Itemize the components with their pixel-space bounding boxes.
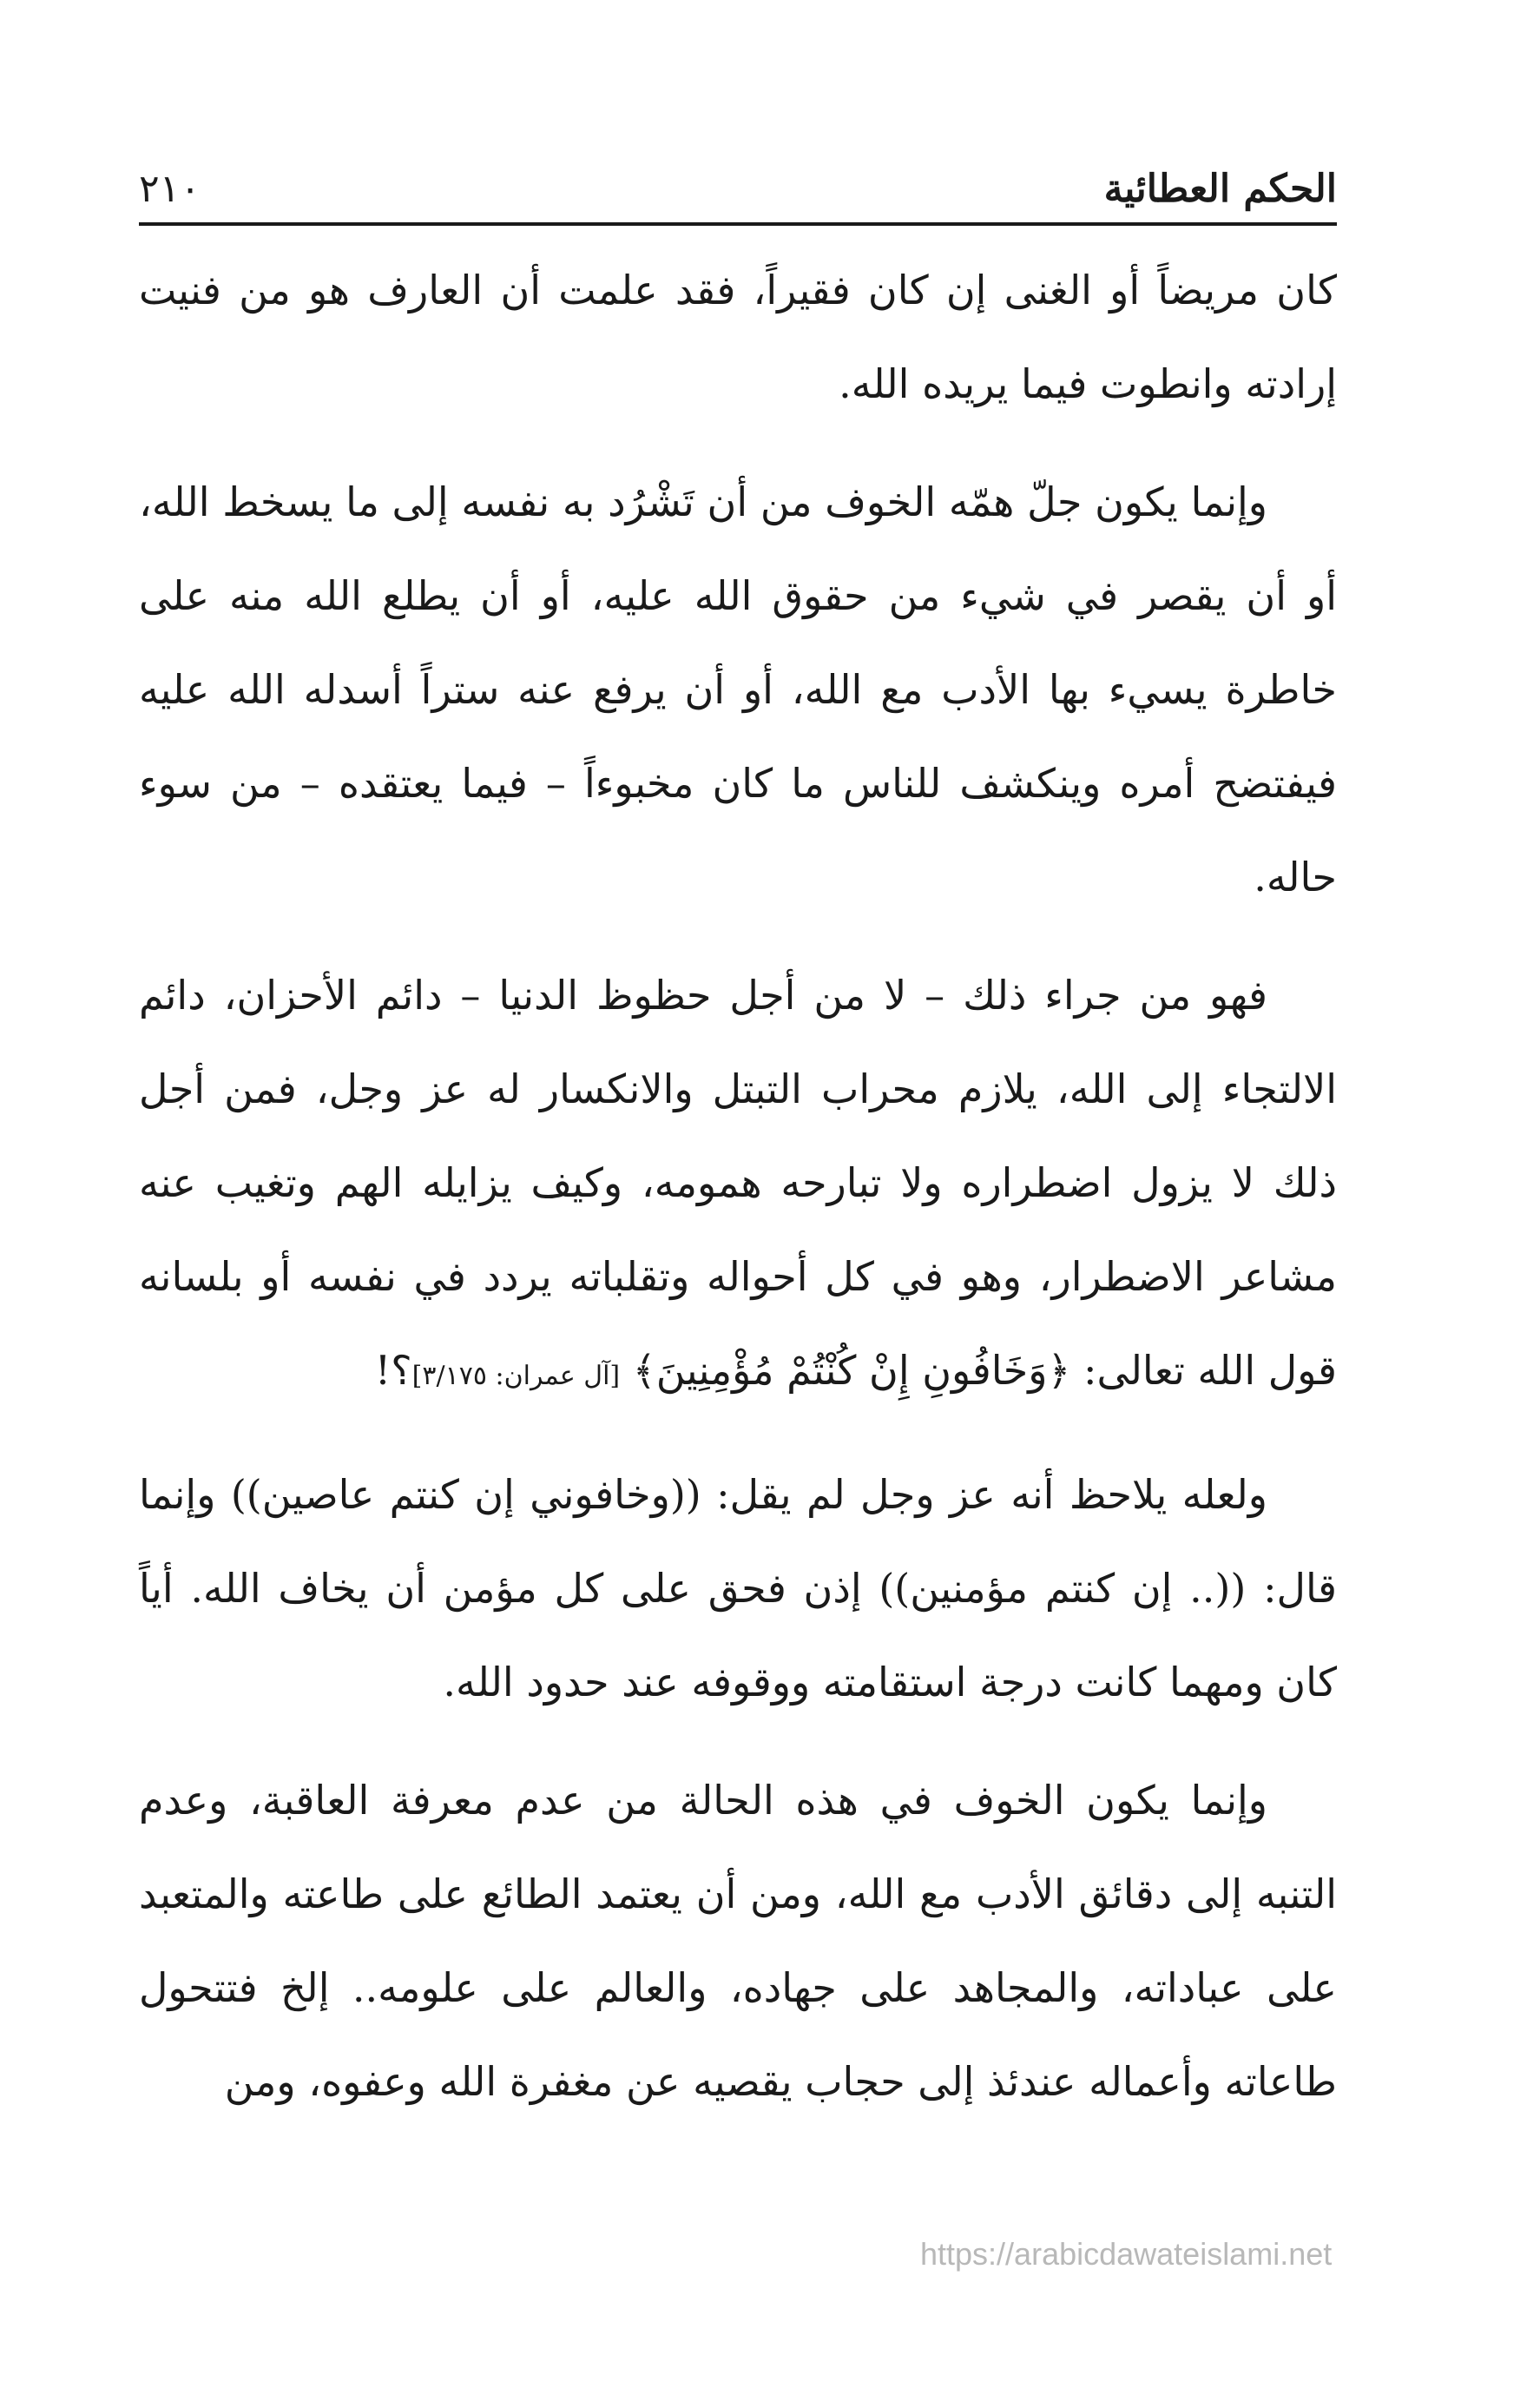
paragraph-3 — [139, 948, 1337, 1423]
verse-citation: [آل عمران: ٣/١٧٥] — [411, 1361, 621, 1391]
page-body — [139, 243, 1337, 2153]
paragraph-2: وإنما يكون جلّ همّه الخوف من أن تَشْرُد به نفسه إلى ما يسخط الله، أو أن يقصر في شيء من حقوق الله عليه، أو أن يطلع الله منه على خاطرة يسيء بها الأدب مع الله، أو أن يرفع عنه ستراً أسدله الله عليه فيفتضح أمره وينكشف للناس ما كان مخبوءاً – فيما يعتقده – من سوء حاله. — [139, 478, 1337, 901]
citation-tail: ؟! — [374, 1347, 412, 1394]
page-header — [139, 155, 1337, 226]
paragraph-1: كان مريضاً أو الغنى إن كان فقيراً، فقد علمت أن العارف هو من فنيت إرادته وانطوت فيما يريده الله. — [139, 267, 1337, 407]
book-title: الحكم العطائية — [1103, 166, 1337, 211]
paragraph-5: وإنما يكون الخوف في هذه الحالة من عدم معرفة العاقبة، وعدم التنبه إلى دقائق الأدب مع الله، ومن أن يعتمد الطائع على طاعته والمتعبد على عباداته، والمجاهد على جهاده، والعالم على علومه.. إلخ فتتحول طاعاته وأعماله عندئذ إلى حجاب يقصيه عن مغفرة الله وعفوه، ومن — [139, 1777, 1337, 2105]
watermark-url: https://arabicdawateislami.net — [920, 2236, 1333, 2272]
quran-verse: ﴿وَخَافُونِ إِنْ كُنْتُمْ مُؤْمِنِينَ﴾ — [632, 1347, 1071, 1394]
paragraph-3-text: فهو من جراء ذلك – لا من أجل حظوظ الدنيا – دائم الأحزان، دائم الالتجاء إلى الله، يلازم محراب التبتل والانكسار له عز وجل، فمن أجل ذلك لا يزول اضطراره ولا تبارحه همومه، وكيف يزايله الهم وتغيب عنه مشاعر الاضطرار، وهو في كل أحواله وتقلباته يردد في نفسه أو بلسانه قول الله تعالى: — [139, 972, 1337, 1394]
paragraph-4: ولعله يلاحظ أنه عز وجل لم يقل: ((وخافوني إن كنتم عاصين)) وإنما قال: ((.. إن كنتم مؤمنين)) إذن فحق على كل مؤمن أن يخاف الله. أياً كان ومهما كانت درجة استقامته ووقوفه عند حدود الله. — [139, 1471, 1337, 1705]
page-number: ٢١٠ — [139, 166, 201, 211]
